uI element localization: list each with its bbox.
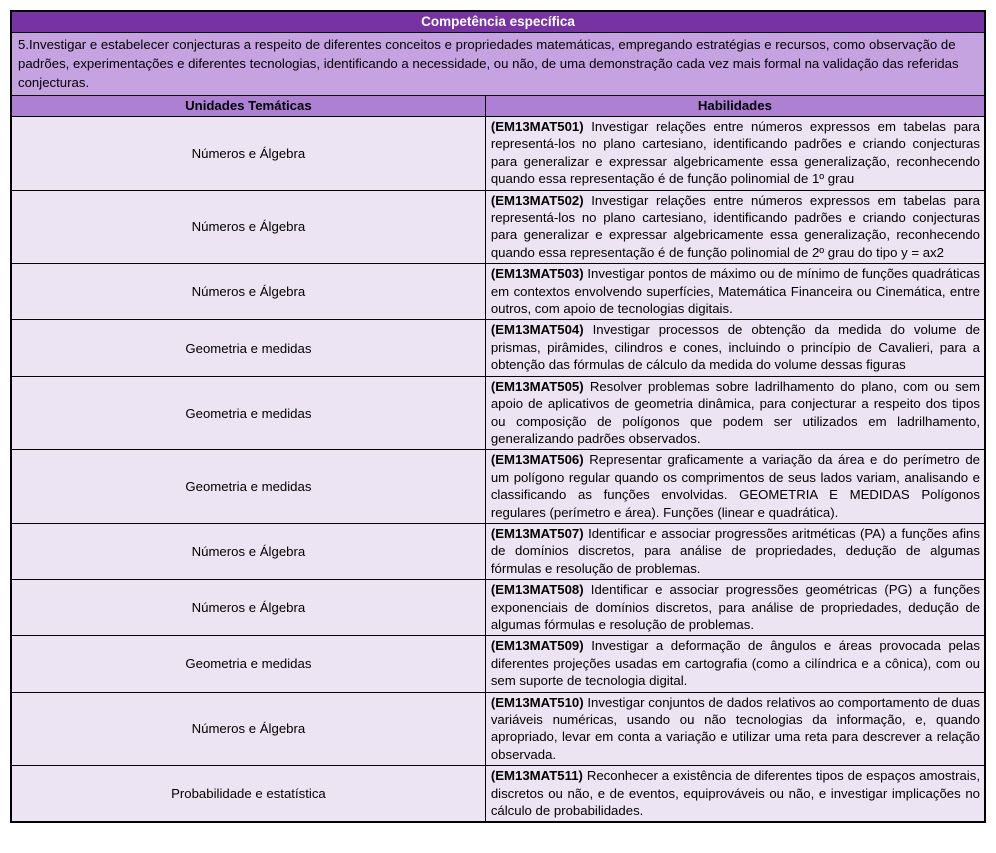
table-row (11, 264, 985, 320)
skill-code: (EM13MAT503) (490, 266, 584, 282)
skill-cell (485, 117, 985, 191)
skill-code: (EM13MAT509) (490, 638, 584, 654)
skill-code: (EM13MAT510) (490, 694, 584, 710)
table-row (11, 450, 985, 524)
competence-description: 5.Investigar e estabelecer conjecturas a respeito de diferentes conceitos e propriedades matemáticas, empregando estratégias e recursos, como observação de padrões, experimentações e diferentes tecnologias, identificando a necessidade, ou não, de uma demonstração cada vez mais formal na validação das referidas conjecturas. (11, 33, 985, 96)
unit-cell: Números e Álgebra (11, 523, 485, 579)
unit-cell: Geometria e medidas (11, 636, 485, 692)
table-row (11, 636, 985, 692)
competence-description-row (11, 33, 985, 96)
skill-code: (EM13MAT504) (490, 322, 584, 338)
skill-text: Investigar a deformação de ângulos e áreas provocada pelas diferentes projeções usadas em cartografia (como a cilíndrica e a cônica), com ou sem suporte de tecnologia digital. (490, 638, 980, 689)
skill-text: Investigar conjuntos de dados relativos ao comportamento de duas variáveis numéricas, usando ou não tecnologias da informação, e, quando apropriado, levar em conta a variação e utilizar uma reta para descrever a relação observada. (490, 694, 980, 762)
skill-cell (485, 523, 985, 579)
skill-code: (EM13MAT508) (490, 582, 584, 598)
table-body (11, 117, 985, 823)
unit-cell: Números e Álgebra (11, 190, 485, 264)
skill-code: (EM13MAT502) (490, 192, 584, 208)
unit-cell: Números e Álgebra (11, 692, 485, 766)
column-header-skills: Habilidades (485, 96, 985, 117)
table-title: Competência específica (11, 11, 985, 33)
skill-cell (485, 376, 985, 450)
table-row (11, 766, 985, 823)
column-header-units: Unidades Temáticas (11, 96, 485, 117)
table-row (11, 376, 985, 450)
table-row (11, 523, 985, 579)
skill-text: Reconhecer a existência de diferentes tipos de espaços amostrais, discretos ou não, e de eventos, equiprováveis ou não, e investigar implicações no cálculo de probabilidades. (490, 768, 980, 819)
skill-cell (485, 692, 985, 766)
competence-table (10, 10, 986, 823)
skill-cell (485, 190, 985, 264)
skill-cell (485, 450, 985, 524)
skill-cell (485, 636, 985, 692)
table-row (11, 190, 985, 264)
unit-cell: Números e Álgebra (11, 117, 485, 191)
skill-text: Investigar relações entre números expressos em tabelas para representá-los no plano cartesiano, identificando padrões e criando conjecturas para generalizar e expressar algebricamente essa generalização, reconhecendo quando essa representação é de função polinomial de 2º grau do tipo y = ax2 (490, 192, 980, 260)
unit-cell: Geometria e medidas (11, 450, 485, 524)
table-row (11, 580, 985, 636)
unit-cell: Geometria e medidas (11, 376, 485, 450)
skill-text: Investigar pontos de máximo ou de mínimo de funções quadráticas em contextos envolvendo superfícies, Matemática Financeira ou Cinemática, entre outros, com apoio de tecnologias digitais. (490, 266, 980, 317)
skill-cell (485, 766, 985, 823)
skill-text: Identificar e associar progressões aritméticas (PA) a funções afins de domínios discretos, para análise de propriedades, dedução de algumas fórmulas e resolução de problemas. (490, 525, 980, 576)
skill-code: (EM13MAT507) (490, 525, 584, 541)
skill-cell (485, 320, 985, 376)
skill-cell (485, 580, 985, 636)
unit-cell: Geometria e medidas (11, 320, 485, 376)
table-title-row (11, 11, 985, 33)
table-row (11, 692, 985, 766)
skill-cell (485, 264, 985, 320)
skill-code: (EM13MAT511) (490, 768, 583, 784)
skill-text: Identificar e associar progressões geométricas (PG) a funções exponenciais de domínios discretos, para análise de propriedades, dedução de algumas fórmulas e resolução de problemas. (490, 582, 980, 632)
unit-cell: Probabilidade e estatística (11, 766, 485, 823)
unit-cell: Números e Álgebra (11, 580, 485, 636)
skill-text: Resolver problemas sobre ladrilhamento do plano, com ou sem apoio de aplicativos de geometria dinâmica, para conjecturar a respeito dos tipos ou composição de polígonos que podem ser utilizados em ladrilhamento, generalizando padrões observados. (490, 378, 980, 446)
skill-text: Investigar relações entre números expressos em tabelas para representá-los no plano cartesiano, identificando padrões e criando conjecturas para generalizar e expressar algebricamente essa generalização, reconhecendo quando essa representação é de função polinomial de 1º grau (490, 119, 980, 187)
skill-code: (EM13MAT506) (490, 452, 584, 468)
skill-code: (EM13MAT505) (490, 378, 584, 394)
skill-text: Representar graficamente a variação da área e do perímetro de um polígono regular quando os comprimentos de seus lados variam, analisando e classificando as funções envolvidas. GEOMETRIA E MEDIDAS Polígonos regulares (perímetro e área). Funções (linear e quadrática). (490, 452, 980, 520)
table-row (11, 320, 985, 376)
skill-text: Investigar processos de obtenção da medida do volume de prismas, pirâmides, cilindros e cones, incluindo o princípio de Cavalieri, para a obtenção das fórmulas de cálculo da medida do volume dessas figuras (490, 322, 980, 373)
column-header-row (11, 96, 985, 117)
unit-cell: Números e Álgebra (11, 264, 485, 320)
table-row (11, 117, 985, 191)
skill-code: (EM13MAT501) (490, 119, 584, 134)
